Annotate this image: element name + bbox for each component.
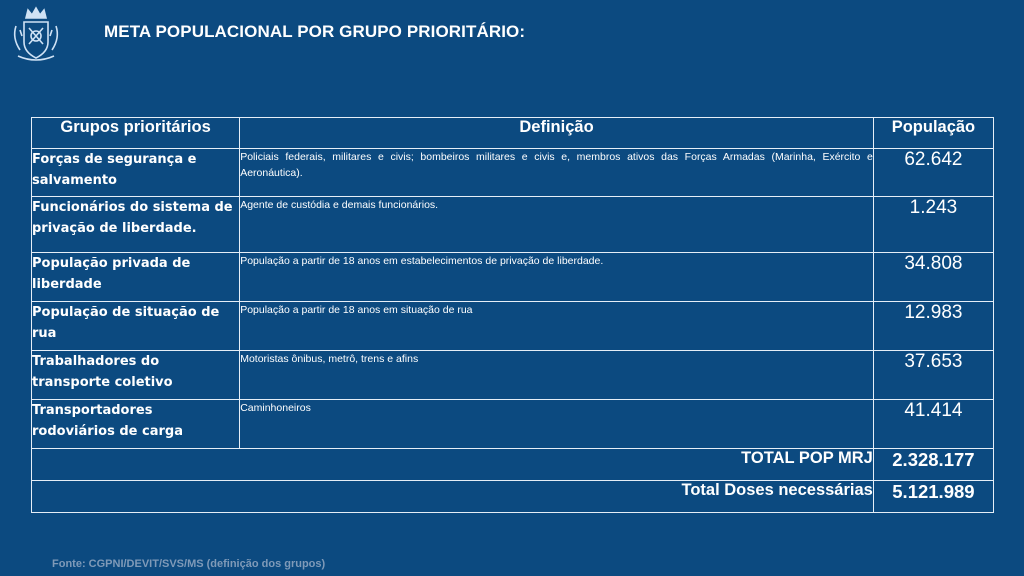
total-pop-row (32, 449, 994, 481)
table-header-row (32, 118, 994, 149)
definition-cell: População a partir de 18 anos em estabelecimentos de privação de liberdade. (240, 253, 874, 302)
definition-cell: Agente de custódia e demais funcionários. (240, 197, 874, 253)
total-pop-value: 2.328.177 (873, 449, 993, 481)
table-row (32, 351, 994, 400)
table-row (32, 197, 994, 253)
total-pop-label: TOTAL POP MRJ (32, 449, 874, 481)
definition-cell: Motoristas ônibus, metrô, trens e afins (240, 351, 874, 400)
table-row (32, 253, 994, 302)
total-doses-row (32, 481, 994, 513)
population-cell: 34.808 (873, 253, 993, 302)
definition-cell: População a partir de 18 anos em situação de rua (240, 302, 874, 351)
table-row (32, 400, 994, 449)
page-title: META POPULACIONAL POR GRUPO PRIORITÁRIO: (104, 22, 526, 41)
group-cell: Forças de segurança e salvamento (32, 149, 240, 197)
priority-groups-table (31, 117, 994, 513)
population-cell: 62.642 (873, 149, 993, 197)
definition-cell: Policiais federais, militares e civis; bombeiros militares e civis e, membros ativos das Forças Armadas (Marinha, Exército e Aeronáutica). (240, 149, 874, 197)
group-cell: Trabalhadores do transporte coletivo (32, 351, 240, 400)
table-row (32, 149, 994, 197)
total-doses-label: Total Doses necessárias (32, 481, 874, 513)
coat-of-arms-logo-icon (10, 6, 62, 66)
population-cell: 1.243 (873, 197, 993, 253)
header-population: População (873, 118, 993, 149)
population-cell: 37.653 (873, 351, 993, 400)
group-cell: População de situação de rua (32, 302, 240, 351)
table-row (32, 302, 994, 351)
header-groups: Grupos prioritários (32, 118, 240, 149)
source-note: Fonte: CGPNI/DEVIT/SVS/MS (definição dos grupos) (52, 558, 326, 570)
header-definition: Definição (240, 118, 874, 149)
population-cell: 12.983 (873, 302, 993, 351)
total-doses-value: 5.121.989 (873, 481, 993, 513)
group-cell: População privada de liberdade (32, 253, 240, 302)
group-cell: Funcionários do sistema de privação de liberdade. (32, 197, 240, 253)
definition-cell: Caminhoneiros (240, 400, 874, 449)
group-cell: Transportadores rodoviários de carga (32, 400, 240, 449)
population-cell: 41.414 (873, 400, 993, 449)
